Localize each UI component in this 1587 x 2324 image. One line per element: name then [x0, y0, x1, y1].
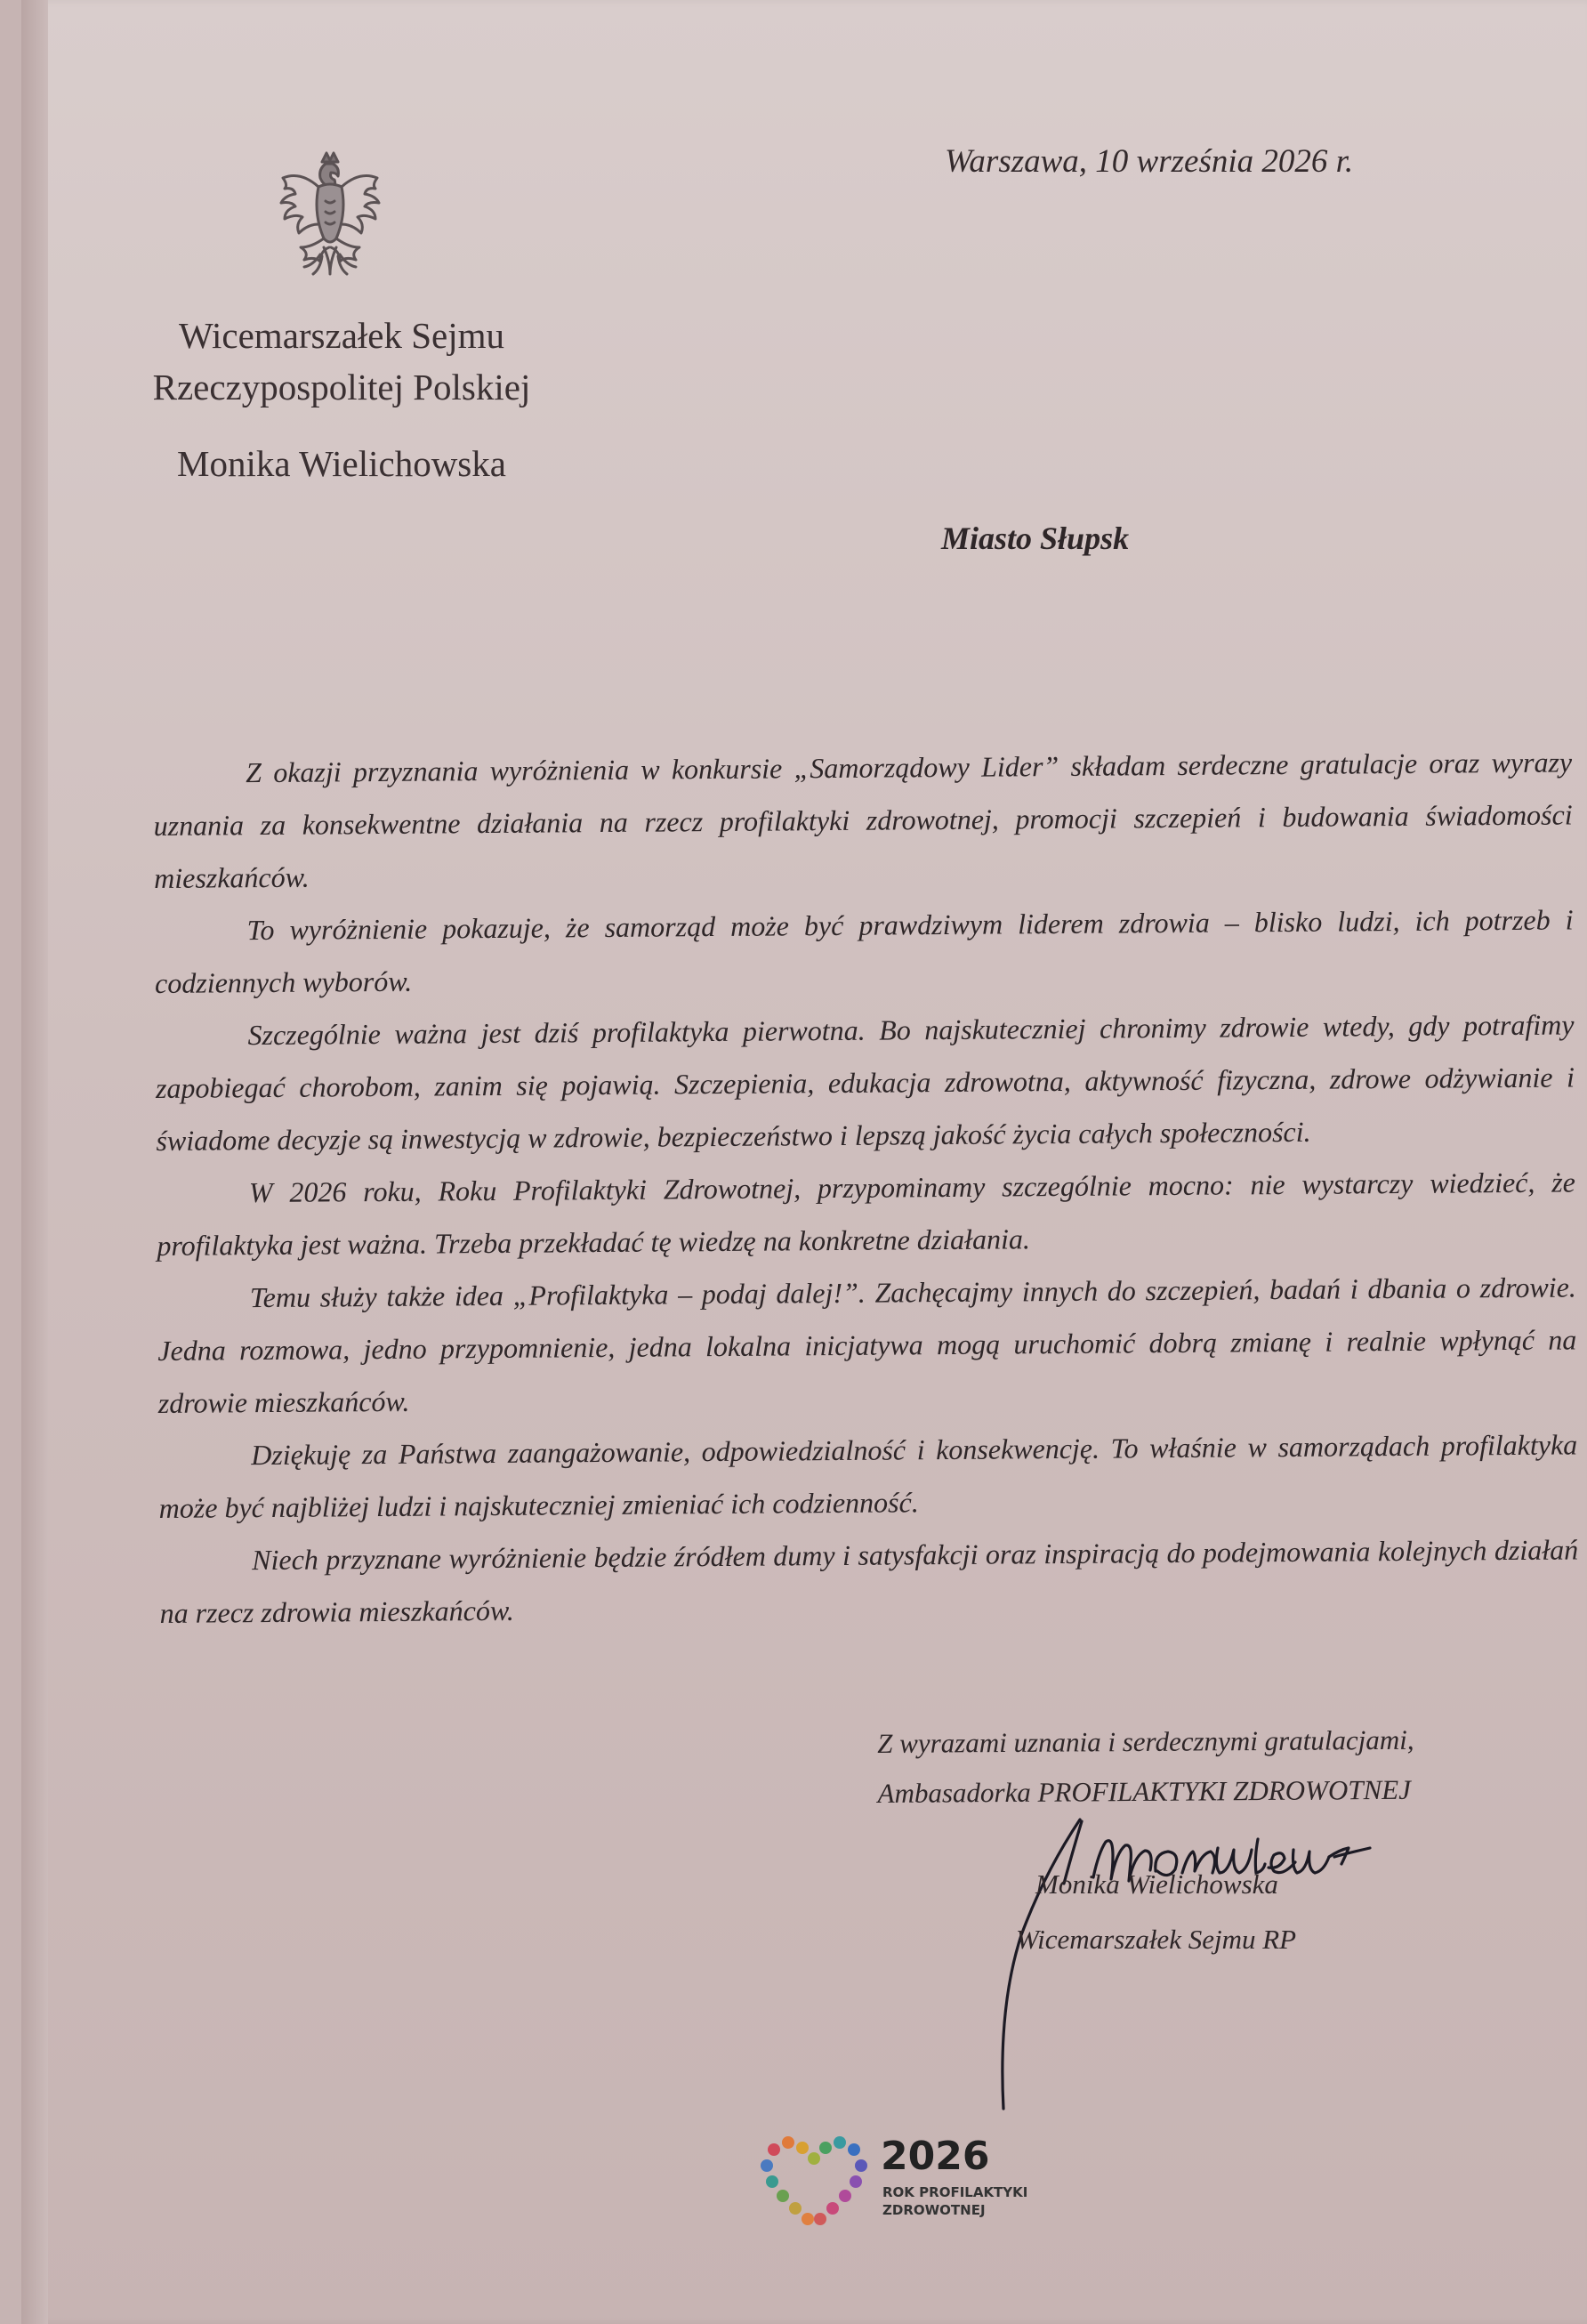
body-paragraph-3: Szczególnie ważna jest dziś profilaktyka pierwotna. Bo najskuteczniej chronimy zdrowie wtedy, gdy potrafimy zapobiegać chorobom, zanim się pojawią. Szczepienia, edukacja zdrowotna, aktywność fizyczna, zdrowe odżywianie i świadome decyzje są inwestycją w zdrowie, bezpieczeństwo i lepszą jakość życia całych społeczności.	[155, 1008, 1575, 1157]
logo-subtitle-line2: ZDROWOTNEJ	[882, 2202, 986, 2218]
sender-name: Monika Wielichowska	[177, 443, 506, 484]
signatory-name: Monika Wielichowska	[1035, 1868, 1278, 1900]
letter-body	[153, 736, 1579, 1639]
letter-date: Warszawa, 10 września 2026 r.	[945, 143, 1354, 180]
closing-block	[877, 1715, 1414, 1819]
sender-block	[110, 310, 573, 489]
sender-title-line2: Rzeczypospolitej Polskiej	[152, 367, 531, 408]
body-paragraph-1: Z okazji przyznania wyróżnienia w konkursie „Samorządowy Lider” składam serdeczne gratulacje oraz wyrazy uznania za konsekwentne działania na rzecz profilaktyki zdrowotnej, promocji szczepień i budowania świadomości mieszkańców.	[153, 746, 1573, 894]
paper-edge	[21, 0, 48, 2324]
logo-year: 2026	[881, 2134, 990, 2179]
recipient: Miasto Słupsk	[941, 520, 1130, 556]
rok-profilaktyki-logo	[747, 2125, 1050, 2240]
logo-subtitle	[882, 2183, 1060, 2219]
letter-page	[21, 0, 1587, 2324]
logo-subtitle-line1: ROK PROFILAKTYKI	[882, 2184, 1028, 2200]
closing-line2: Ambasadorka PROFILAKTYKI ZDROWOTNEJ	[877, 1773, 1412, 1809]
body-paragraph-6: Dziękuję za Państwa zaangażowanie, odpowiedzialność i konsekwencję. To właśnie w samorządach profilaktyka może być najbliżej ludzi i najskuteczniej zmieniać ich codzienność.	[158, 1428, 1578, 1524]
closing-line1: Z wyrazami uznania i serdecznymi gratulacjami,	[877, 1723, 1414, 1759]
sender-title-line1: Wicemarszałek Sejmu	[178, 315, 505, 356]
body-paragraph-7: Niech przyznane wyróżnienie będzie źródłem dumy i satysfakcji oraz inspiracją do podejmowania kolejnych działań na rzecz zdrowia mieszkańców.	[159, 1533, 1579, 1629]
body-paragraph-5: Temu służy także idea „Profilaktyka – podaj dalej!”. Zachęcajmy innych do szczepień, badań i dbania o zdrowie. Jedna rozmowa, jedno przypomnienie, jedna lokalna inicjatywa mogą uruchomić dobrą zmianę i realnie wpłynąć na zdrowie mieszkańców.	[157, 1271, 1577, 1419]
body-paragraph-2: To wyróżnienie pokazuje, że samorząd może być prawdziwym liderem zdrowia – blisko ludzi, ich potrzeb i codziennych wyborów.	[154, 903, 1574, 999]
heart-of-people-logo-icon	[747, 2125, 881, 2240]
polish-eagle-icon	[263, 142, 397, 289]
signatory-title: Wicemarszałek Sejmu RP	[1016, 1924, 1297, 1955]
body-paragraph-4: W 2026 roku, Roku Profilaktyki Zdrowotnej, przypominamy szczególnie mocno: nie wystarczy wiedzieć, że profilaktyka jest ważna. Trzeba przekładać tę wiedzę na konkretne działania.	[157, 1166, 1576, 1262]
